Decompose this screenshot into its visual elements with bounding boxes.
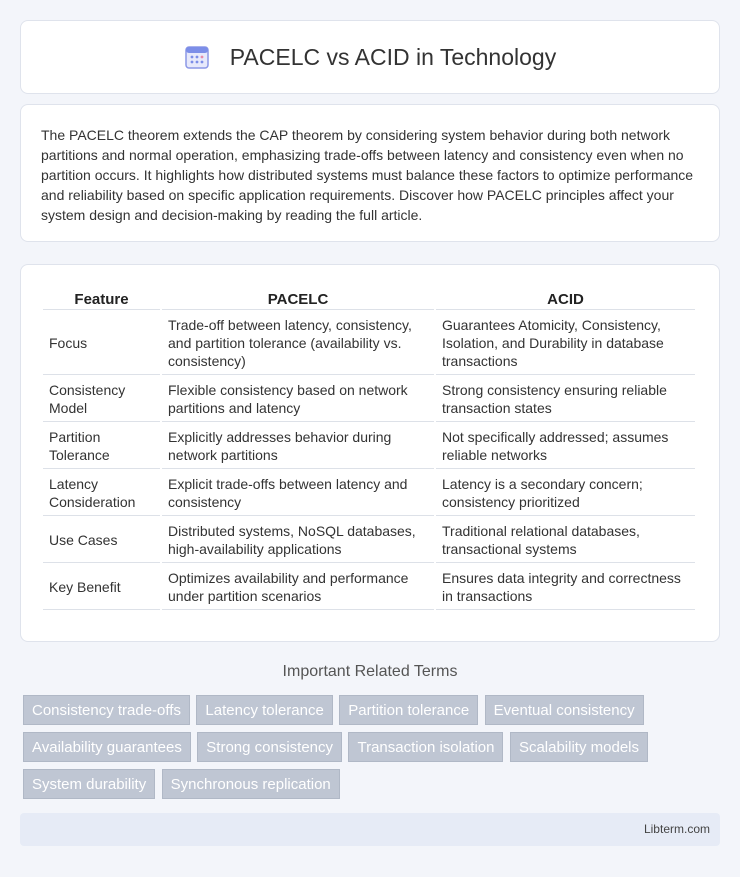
table-header-row	[43, 287, 695, 310]
pacelc-cell: Distributed systems, NoSQL databases, high-availability applications	[162, 518, 434, 563]
pacelc-cell: Trade-off between latency, consistency, and partition tolerance (availability vs. consistency)	[162, 312, 434, 375]
related-term-tag[interactable]: Strong consistency	[197, 732, 342, 762]
table-row	[43, 312, 695, 375]
related-term-tag[interactable]: Consistency trade-offs	[23, 695, 190, 725]
feature-cell: Use Cases	[43, 518, 160, 563]
related-terms-list	[23, 695, 723, 806]
acid-cell: Guarantees Atomicity, Consistency, Isolation, and Durability in database transactions	[436, 312, 695, 375]
pacelc-cell: Explicit trade-offs between latency and consistency	[162, 471, 434, 516]
related-term-tag[interactable]: Synchronous replication	[162, 769, 340, 799]
feature-cell: Key Benefit	[43, 565, 160, 610]
related-term-tag[interactable]: System durability	[23, 769, 155, 799]
table-row	[43, 565, 695, 610]
calendar-grid-icon	[184, 44, 210, 70]
acid-cell: Latency is a secondary concern; consistency prioritized	[436, 471, 695, 516]
related-terms-title: Important Related Terms	[282, 663, 458, 680]
related-term-tag[interactable]: Scalability models	[510, 732, 648, 762]
comparison-card	[20, 264, 720, 642]
related-term-tag[interactable]: Partition tolerance	[339, 695, 478, 725]
intro-text: The PACELC theorem extends the CAP theorem by considering system behavior during both network partitions and normal operation, emphasizing trade-offs between latency and consistency even when no partition occurs. It highlights how distributed systems must balance these factors to optimize performance and reliability based on specific application requirements. Discover how PACELC principles affect your system design and decision-making by reading the full article.	[41, 127, 694, 223]
feature-cell: Latency Consideration	[43, 471, 160, 516]
pacelc-cell: Optimizes availability and performance under partition scenarios	[162, 565, 434, 610]
acid-cell: Traditional relational databases, transactional systems	[436, 518, 695, 563]
table-row	[43, 518, 695, 563]
table-row	[43, 377, 695, 422]
column-header-feature: Feature	[43, 287, 160, 310]
related-term-tag[interactable]: Eventual consistency	[485, 695, 644, 725]
feature-cell: Focus	[43, 312, 160, 375]
related-term-tag[interactable]: Availability guarantees	[23, 732, 191, 762]
table-row	[43, 424, 695, 469]
table-row	[43, 471, 695, 516]
pacelc-cell: Flexible consistency based on network partitions and latency	[162, 377, 434, 422]
pacelc-cell: Explicitly addresses behavior during network partitions	[162, 424, 434, 469]
related-term-tag[interactable]: Latency tolerance	[196, 695, 332, 725]
feature-cell: Consistency Model	[43, 377, 160, 422]
acid-cell: Ensures data integrity and correctness in transactions	[436, 565, 695, 610]
column-header-acid: ACID	[436, 287, 695, 310]
footer	[20, 813, 720, 846]
page-title: PACELC vs ACID in Technology	[229, 43, 557, 70]
intro-card	[20, 104, 720, 242]
acid-cell: Strong consistency ensuring reliable transaction states	[436, 377, 695, 422]
column-header-pacelc: PACELC	[162, 287, 434, 310]
footer-site-link[interactable]: Libterm.com	[643, 822, 710, 836]
comparison-table	[41, 285, 697, 612]
acid-cell: Not specifically addressed; assumes reliable networks	[436, 424, 695, 469]
header-card	[20, 20, 720, 94]
related-term-tag[interactable]: Transaction isolation	[348, 732, 503, 762]
feature-cell: Partition Tolerance	[43, 424, 160, 469]
